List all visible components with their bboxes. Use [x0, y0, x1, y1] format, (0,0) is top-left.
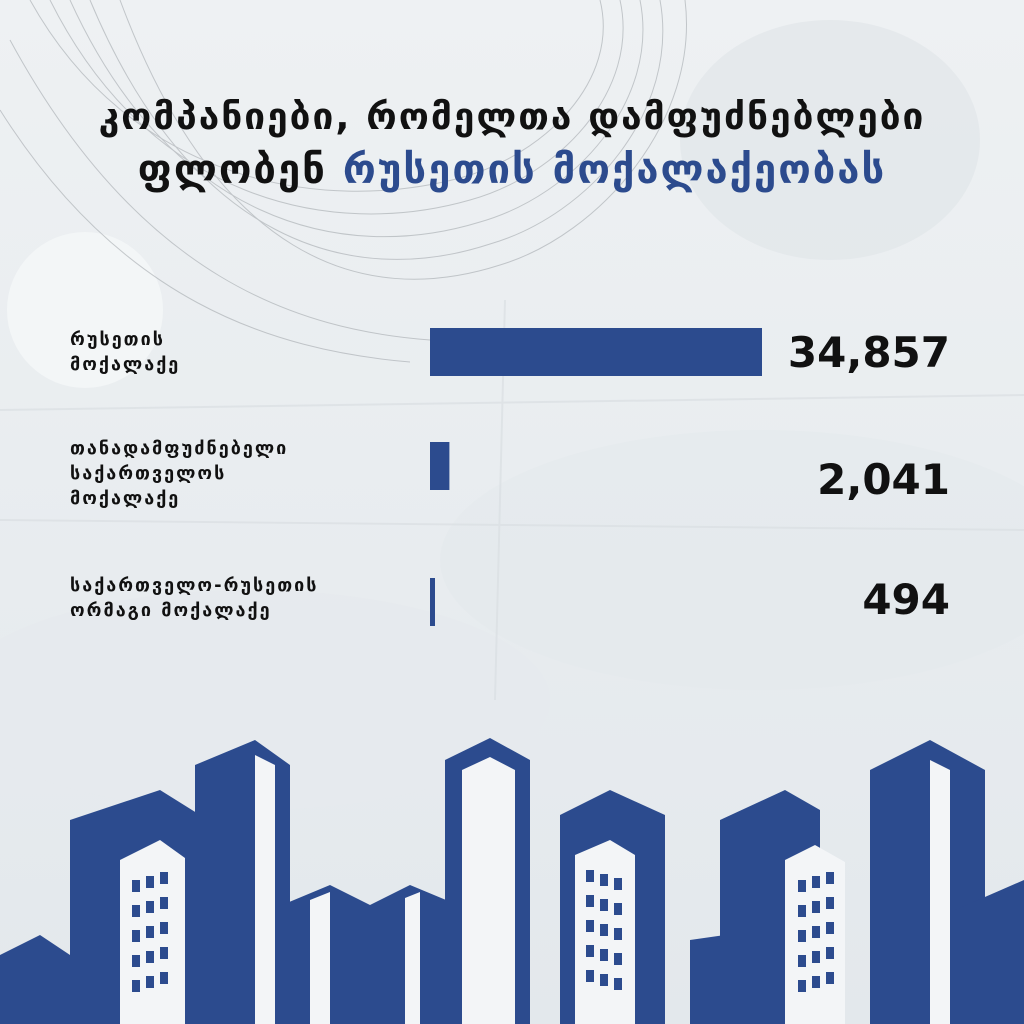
category-label-1-line-2: მოქალაქე	[70, 354, 181, 375]
category-label-2-line-3: მოქალაქე	[70, 488, 181, 509]
value-label-2: 2,041	[817, 455, 950, 504]
title-line-2-plain: ფლობენ	[137, 147, 327, 193]
category-label-2-line-1: თანადამფუძნებელი	[70, 438, 289, 459]
category-label-3-line-1: საქართველო-რუსეთის	[70, 575, 319, 596]
category-label-1-line-1: რუსეთის	[70, 329, 165, 350]
category-label-3-line-2: ორმაგი მოქალაქე	[70, 600, 272, 621]
title-line-1: კომპანიები, რომელთა დამფუძნებლები	[98, 95, 926, 138]
value-label-3: 494	[862, 575, 950, 624]
category-label-2-line-2: საქართველოს	[70, 463, 227, 484]
value-label-1: 34,857	[787, 328, 950, 377]
title-line-2-accent: რუსეთის მოქალაქეობას	[342, 147, 887, 193]
